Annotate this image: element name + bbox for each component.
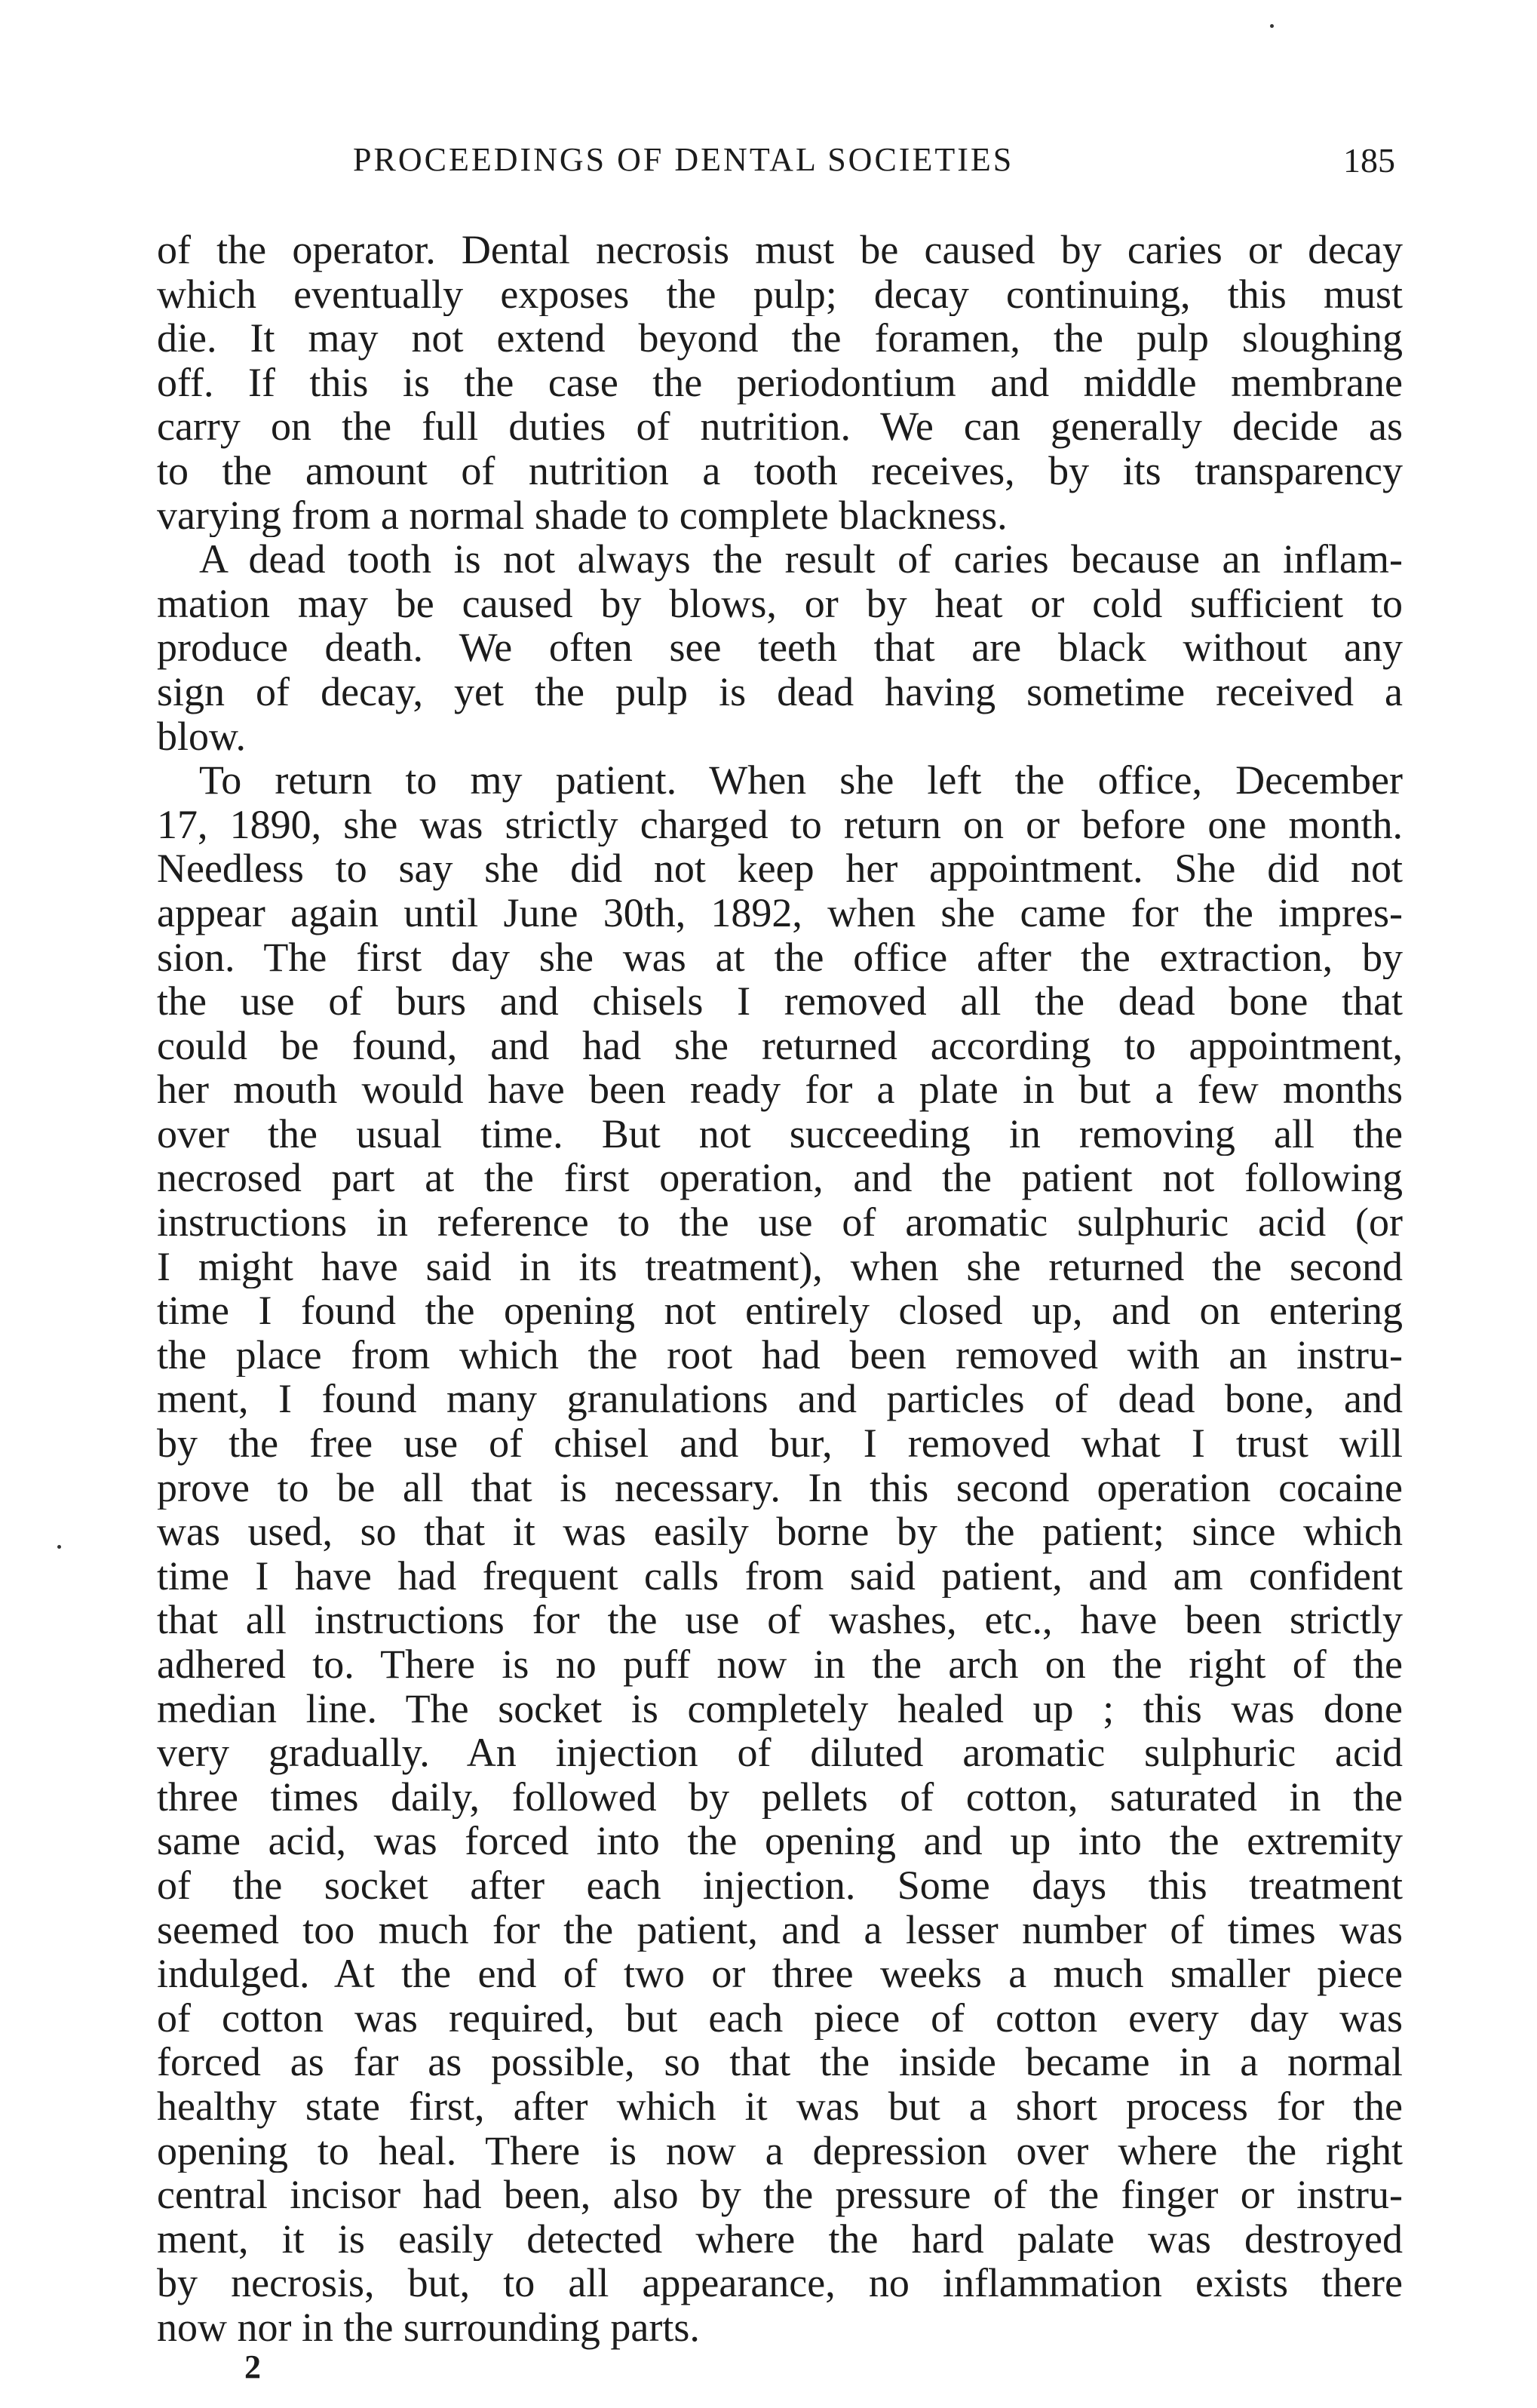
text-line: the place from which the root had been removed with an instru- [157, 1332, 1403, 1378]
text-line: forced as far as possible, so that the inside became in a normal [157, 2040, 1403, 2084]
text-line: which eventually exposes the pulp; decay continuing, this must [157, 272, 1403, 317]
text-line: now nor in the surrounding parts. [157, 2305, 700, 2350]
text-line: of cotton was required, but each piece of cotton every day was [157, 1995, 1403, 2041]
print-speck [1270, 24, 1274, 28]
text-line: 17, 1890, she was strictly charged to return on or before one month. [157, 802, 1403, 847]
text-line: sion. The first day she was at the office after the extraction, by [157, 935, 1403, 980]
text-line: same acid, was forced into the opening and up into the extremity [157, 1819, 1403, 1863]
text-line: opening to heal. There is now a depression over where the right [157, 2128, 1403, 2173]
text-line: time I found the opening not entirely closed up, and on entering [157, 1288, 1403, 1333]
text-line: necrosed part at the first operation, and the patient not following [157, 1156, 1403, 1201]
page-number: 185 [1343, 141, 1395, 180]
running-head [158, 140, 1410, 186]
text-line: by necrosis, but, to all appearance, no inflammation exists there [157, 2261, 1403, 2305]
text-line: prove to be all that is necessary. In this second operation cocaine [157, 1465, 1403, 1510]
text-line: ment, it is easily detected where the hard palate was destroyed [157, 2216, 1403, 2262]
text-line: three times daily, followed by pellets of cotton, saturated in the [157, 1774, 1403, 1820]
text-line: ment, I found many granulations and particles of dead bone, and [157, 1377, 1403, 1422]
text-line: by the free use of chisel and bur, I removed what I trust will [157, 1421, 1403, 1466]
running-title: PROCEEDINGS OF DENTAL SOCIETIES [353, 141, 1014, 178]
text-line: appear again until June 30th, 1892, when she came for the impres- [157, 890, 1403, 935]
body-text [157, 228, 1403, 2350]
text-line: very gradually. An injection of diluted aromatic sulphuric acid [157, 1731, 1403, 1775]
text-line: adhered to. There is no puff now in the arch on the right of the [157, 1642, 1403, 1687]
text-line: could be found, and had she returned according to appointment, [157, 1023, 1403, 1068]
text-line: blow. [157, 714, 246, 759]
text-line: sign of decay, yet the pulp is dead having sometime received a [157, 669, 1403, 714]
text-line: healthy state first, after which it was but a short process for the [157, 2084, 1403, 2129]
text-line: central incisor had been, also by the pressure of the finger or instru- [157, 2173, 1403, 2217]
text-line: mation may be caused by blows, or by heat or cold sufficient to [157, 581, 1403, 626]
print-speck [57, 1545, 61, 1549]
text-line: I might have said in its treatment), when she returned the second [157, 1244, 1403, 1289]
signature-mark: 2 [244, 2348, 261, 2385]
text-line: produce death. We often see teeth that are black without any [157, 625, 1403, 670]
text-line: off. If this is the case the periodontium and middle membrane [157, 360, 1403, 405]
text-line: A dead tooth is not always the result of caries because an inflam- [199, 537, 1403, 582]
text-line: was used, so that it was easily borne by the patient; since which [157, 1510, 1403, 1554]
text-line: die. It may not extend beyond the foramen, the pulp sloughing [157, 316, 1403, 361]
text-line: over the usual time. But not succeeding in removing all the [157, 1111, 1403, 1156]
text-line: varying from a normal shade to complete blackness. [157, 493, 1008, 538]
text-line: the use of burs and chisels I removed all the dead bone that [157, 979, 1403, 1024]
text-line: of the socket after each injection. Some days this treatment [157, 1863, 1403, 1908]
text-line: Needless to say she did not keep her appointment. She did not [157, 846, 1403, 891]
text-line: instructions in reference to the use of aromatic sulphuric acid (or [157, 1200, 1403, 1245]
text-line: her mouth would have been ready for a plate in but a few months [157, 1067, 1403, 1112]
text-line: carry on the full duties of nutrition. We can generally decide as [157, 404, 1403, 449]
text-line: median line. The socket is completely healed up ; this was done [157, 1686, 1403, 1731]
text-line: seemed too much for the patient, and a lesser number of times was [157, 1907, 1403, 1952]
text-line: To return to my patient. When she left the office, December [199, 758, 1403, 803]
text-line: that all instructions for the use of washes, etc., have been strictly [157, 1598, 1403, 1642]
text-line: time I have had frequent calls from said patient, and am confident [157, 1553, 1403, 1599]
text-line: of the operator. Dental necrosis must be caused by caries or decay [157, 228, 1403, 272]
text-line: to the amount of nutrition a tooth receives, by its transparency [157, 448, 1403, 493]
text-line: indulged. At the end of two or three weeks a much smaller piece [157, 1952, 1403, 1996]
